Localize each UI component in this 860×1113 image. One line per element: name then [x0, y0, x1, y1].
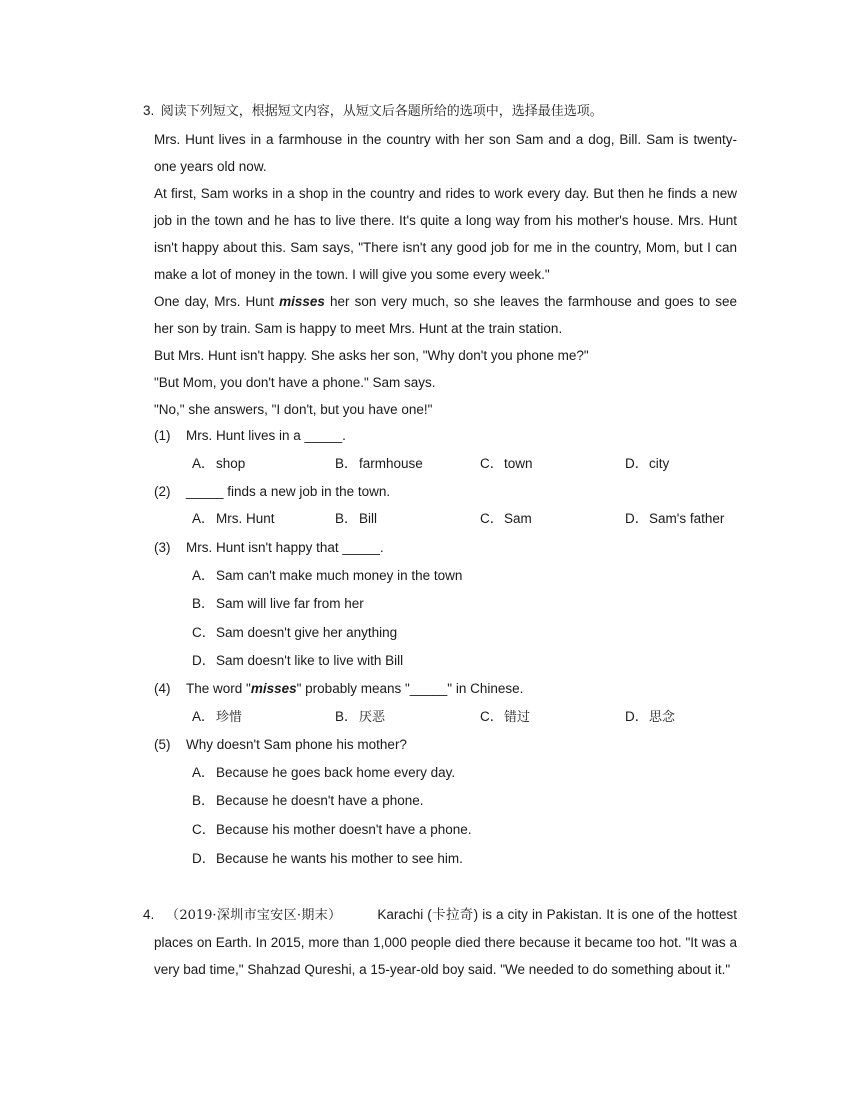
sub-question-text: The word ": [186, 681, 251, 696]
option-text: Bill: [359, 511, 378, 526]
option-text: Because he wants his mother to see him.: [216, 851, 463, 866]
question-4-number: 4.: [143, 907, 155, 922]
option-text: Because he goes back home every day.: [216, 765, 456, 780]
sub-question-number: (5): [154, 737, 171, 752]
sub-question-4: [154, 675, 523, 703]
option-letter: B．: [335, 456, 358, 471]
option-letter: C．: [480, 511, 504, 526]
sub-question-3: [154, 534, 384, 562]
question-4-source: （2019·深圳市宝安区·期末）: [166, 908, 342, 923]
option-4d[interactable]: [625, 703, 675, 732]
option-letter: C．: [480, 456, 504, 471]
option-letter: A．: [192, 765, 215, 780]
question-3-header: [143, 97, 603, 125]
question-3-instruction: 阅读下列短文，根据短文内容，从短文后各题所给的选项中，选择最佳选项。: [160, 104, 603, 119]
option-text: 厌恶: [359, 710, 386, 725]
option-5c[interactable]: [192, 816, 472, 844]
sub-question-text: " probably means "_____" in Chinese.: [296, 681, 524, 696]
option-text: Sam's father: [649, 511, 725, 526]
sub-question-number: (4): [154, 681, 171, 696]
option-2b[interactable]: [335, 505, 377, 533]
sub-question-number: (2): [154, 484, 171, 499]
option-1b[interactable]: [335, 450, 423, 478]
option-2a[interactable]: [192, 505, 275, 533]
option-5b[interactable]: [192, 787, 424, 815]
option-3a[interactable]: [192, 562, 462, 590]
option-text: Because he doesn't have a phone.: [216, 793, 424, 808]
passage-paragraph-5: "But Mom, you don't have a phone." Sam says.: [154, 375, 436, 390]
option-text: Sam doesn't like to live with Bill: [216, 653, 404, 668]
sub-question-1: [154, 422, 346, 450]
passage-paragraph-2: At first, Sam works in a shop in the country and rides to work every day. But then he finds a new job in the town and he has to live there. It's quite a long way from his mother's house. Mrs. Hunt isn't happy about this. Sam says, "There isn't any good job for me in the country, Mom, but I can make a lot of money in the town. I will give you some every week.": [154, 186, 737, 282]
option-5a[interactable]: [192, 759, 455, 787]
sub-question-5: [154, 731, 407, 759]
sub-question-text: Mrs. Hunt lives in a _____.: [186, 428, 346, 443]
passage-text: her son very much, so she leaves the farmhouse and goes to see her son by train. Sam is happy to meet Mrs. Hunt at the train station.: [154, 294, 737, 336]
option-letter: D．: [192, 851, 216, 866]
question-4-passage: [154, 901, 737, 983]
option-letter: B．: [335, 709, 358, 724]
option-text: farmhouse: [359, 456, 423, 471]
passage-paragraph-6: "No," she answers, "I don't, but you have one!": [154, 402, 433, 417]
passage-text: Karachi (卡拉奇) is a city in Pakistan. It is one of the hottest places on Earth. In 2015, more than 1,000 people died there because it became too hot. "It was a very bad time," Shahzad Qureshi, a 15-year-old boy said. "We needed to do something about it.": [154, 907, 737, 977]
option-letter: A．: [192, 568, 215, 583]
option-letter: D．: [192, 653, 216, 668]
option-text: Mrs. Hunt: [216, 511, 275, 526]
option-3c[interactable]: [192, 619, 397, 647]
option-letter: D．: [625, 511, 649, 526]
sub-question-text: Why doesn't Sam phone his mother?: [186, 737, 407, 752]
option-text: Sam doesn't give her anything: [216, 625, 398, 640]
option-1d[interactable]: [625, 450, 669, 478]
option-5d[interactable]: [192, 845, 463, 873]
sub-question-number: (3): [154, 540, 171, 555]
passage-paragraph-4: But Mrs. Hunt isn't happy. She asks her son, "Why don't you phone me?": [154, 348, 589, 363]
option-4a[interactable]: [192, 703, 242, 732]
option-3d[interactable]: [192, 647, 403, 675]
option-3b[interactable]: [192, 590, 364, 618]
option-letter: B．: [335, 511, 358, 526]
option-text: town: [504, 456, 533, 471]
option-text: 错过: [504, 710, 531, 725]
option-text: city: [649, 456, 670, 471]
option-text: 珍惜: [216, 710, 243, 725]
sub-question-number: (1): [154, 428, 171, 443]
option-letter: A．: [192, 456, 215, 471]
option-2d[interactable]: [625, 505, 724, 533]
option-4b[interactable]: [335, 703, 385, 732]
option-letter: A．: [192, 511, 215, 526]
option-letter: C．: [192, 822, 216, 837]
option-letter: C．: [480, 709, 504, 724]
option-text: shop: [216, 456, 246, 471]
option-text: Because his mother doesn't have a phone.: [216, 822, 472, 837]
option-text: Sam can't make much money in the town: [216, 568, 463, 583]
keyword-misses: misses: [250, 681, 297, 696]
sub-question-text: Mrs. Hunt isn't happy that _____.: [186, 540, 384, 555]
option-letter: C．: [192, 625, 216, 640]
option-letter: B．: [192, 596, 215, 611]
sub-question-text: _____ finds a new job in the town.: [186, 484, 391, 499]
option-letter: D．: [625, 709, 649, 724]
passage-text: One day, Mrs. Hunt: [154, 294, 280, 309]
keyword-misses: misses: [279, 294, 325, 309]
question-3-number: 3.: [143, 103, 155, 118]
sub-question-2: [154, 478, 390, 506]
option-letter: B．: [192, 793, 215, 808]
option-4c[interactable]: [480, 703, 530, 732]
option-letter: A．: [192, 709, 215, 724]
option-1a[interactable]: [192, 450, 245, 478]
option-text: Sam will live far from her: [216, 596, 364, 611]
option-letter: D．: [625, 456, 649, 471]
option-1c[interactable]: [480, 450, 533, 478]
option-text: 思念: [649, 710, 676, 725]
option-2c[interactable]: [480, 505, 532, 533]
option-text: Sam: [504, 511, 532, 526]
passage-paragraph-1: Mrs. Hunt lives in a farmhouse in the country with her son Sam and a dog, Bill. Sam is twenty-one years old now.: [154, 132, 737, 174]
passage-paragraph-3: [154, 288, 737, 342]
